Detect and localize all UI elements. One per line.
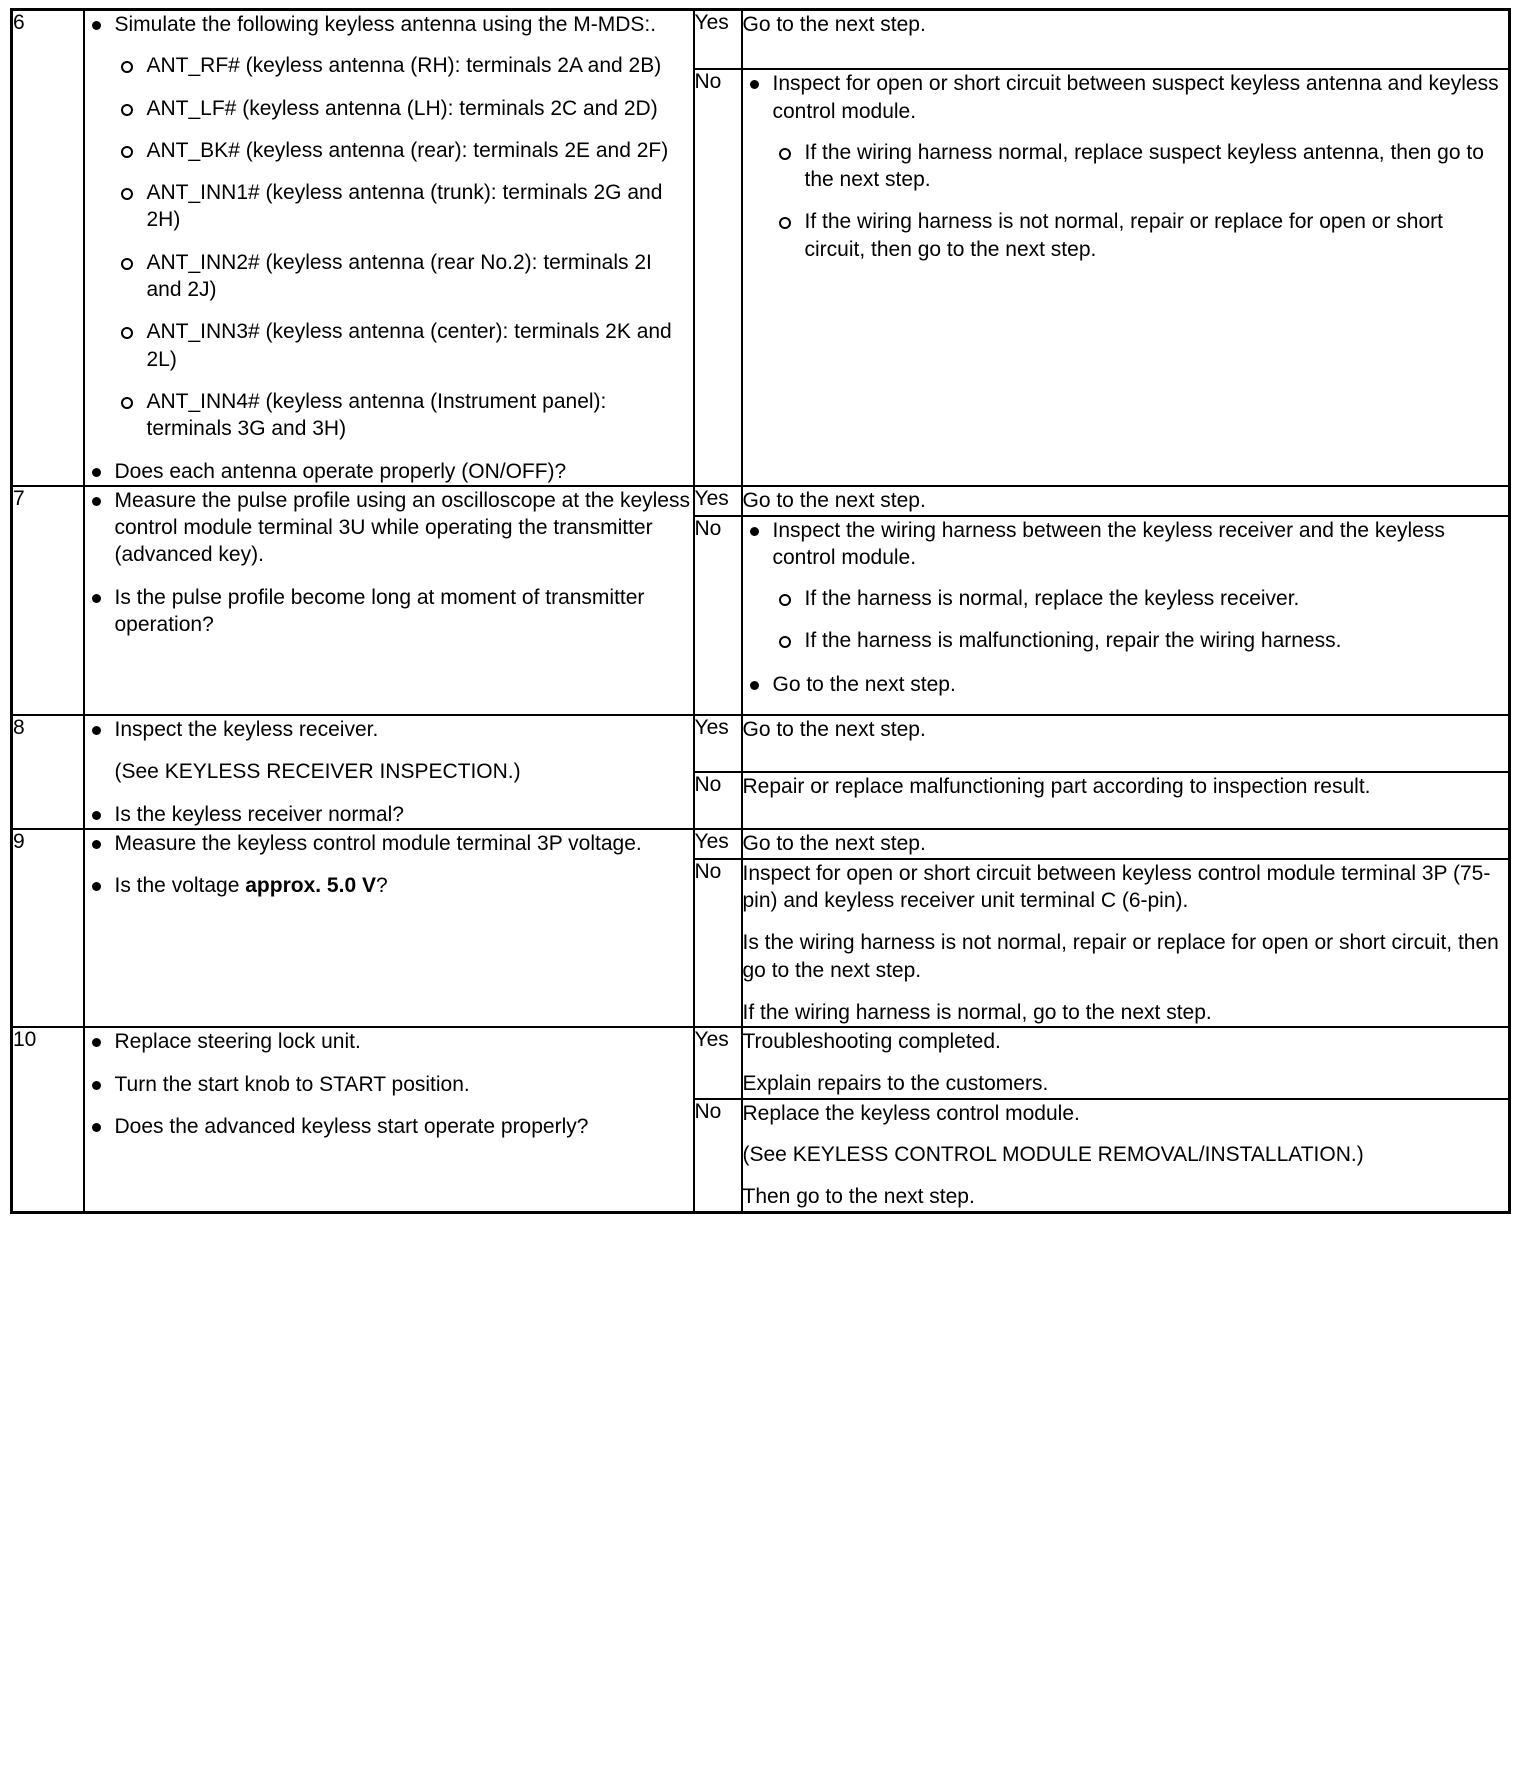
step-number: 10 — [12, 1027, 84, 1212]
result-yes-label: Yes — [694, 829, 742, 859]
result-text: Explain repairs to the customers. — [742, 1071, 1049, 1095]
table-row — [12, 486, 1510, 516]
list-item: Does the advanced keyless start operate properly? — [85, 1113, 693, 1140]
result-no-label: No — [694, 859, 742, 1028]
list-item: Measure the keyless control module terminal 3P voltage. — [85, 830, 693, 857]
list-item: Does each antenna operate properly (ON/OFF)? — [85, 458, 693, 485]
result-text: Inspect for open or short circuit between suspect keyless antenna and keyless control module. — [772, 72, 1499, 123]
step-action-cell — [84, 1027, 694, 1212]
troubleshooting-table — [10, 8, 1511, 1214]
list-item: ANT_INN2# (keyless antenna (rear No.2): terminals 2I and 2J) — [115, 249, 693, 304]
result-yes-label: Yes — [694, 10, 742, 70]
result-text: Go to the next step. — [742, 718, 926, 742]
list-item: Replace steering lock unit. — [85, 1028, 693, 1055]
result-text: Inspect the wiring harness between the keyless receiver and the keyless control module. — [772, 518, 1445, 569]
result-text: If the wiring harness is normal, go to the next step. — [742, 1000, 1212, 1024]
result-yes-action — [742, 715, 1510, 772]
result-yes-label: Yes — [694, 486, 742, 516]
result-yes-action — [742, 1027, 1510, 1098]
result-no-action — [742, 859, 1510, 1028]
action-text: Simulate the following keyless antenna using the M-MDS:. — [114, 13, 657, 36]
result-no-label: No — [694, 69, 742, 486]
list-item: If the wiring harness normal, replace suspect keyless antenna, then go to the next step. — [773, 139, 1509, 194]
result-yes-action — [742, 829, 1510, 859]
list-item: (See KEYLESS RECEIVER INSPECTION.) — [114, 760, 521, 784]
result-no-label: No — [694, 516, 742, 715]
list-item — [743, 517, 1509, 655]
result-text: Go to the next step. — [742, 13, 926, 36]
step-number: 7 — [12, 486, 84, 715]
list-item: ANT_INN1# (keyless antenna (trunk): terminals 2G and 2H) — [115, 179, 693, 234]
table-row — [12, 10, 1510, 70]
step-number: 6 — [12, 10, 84, 486]
list-item: Inspect the keyless receiver. — [85, 716, 693, 743]
result-no-action — [742, 69, 1510, 486]
result-no-label: No — [694, 1099, 742, 1213]
list-item: ANT_LF# (keyless antenna (LH): terminals 2C and 2D) — [115, 95, 693, 122]
result-no-action — [742, 1099, 1510, 1213]
list-item: ANT_BK# (keyless antenna (rear): terminals 2E and 2F) — [115, 137, 693, 164]
result-yes-label: Yes — [694, 715, 742, 772]
result-text: Go to the next step. — [742, 488, 926, 512]
list-item: If the harness is malfunctioning, repair the wiring harness. — [773, 627, 1509, 654]
list-item: If the harness is normal, replace the keyless receiver. — [773, 585, 1509, 612]
list-item — [743, 70, 1509, 263]
list-item — [85, 11, 693, 443]
step-number: 9 — [12, 829, 84, 1027]
result-text: (See KEYLESS CONTROL MODULE REMOVAL/INSTALLATION.) — [742, 1143, 1364, 1167]
result-yes-label: Yes — [694, 1027, 742, 1098]
sub-action-list — [773, 585, 1509, 655]
list-item: Is the keyless receiver normal? — [85, 801, 693, 828]
list-item: ANT_INN3# (keyless antenna (center): terminals 2K and 2L) — [115, 318, 693, 373]
list-item: ANT_RF# (keyless antenna (RH): terminals 2A and 2B) — [115, 52, 693, 79]
result-text: Troubleshooting completed. — [742, 1030, 1001, 1054]
sub-action-list — [773, 139, 1509, 263]
list-item: Turn the start knob to START position. — [85, 1071, 693, 1098]
list-item — [85, 872, 693, 899]
list-item: If the wiring harness is not normal, repair or replace for open or short circuit, then go to the next step. — [773, 208, 1509, 263]
step-action-cell — [84, 829, 694, 1027]
result-yes-action — [742, 486, 1510, 516]
result-text: Is the wiring harness is not normal, repair or replace for open or short circuit, then go to the next step. — [742, 931, 1499, 982]
result-text: Inspect for open or short circuit between keyless control module terminal 3P (75-pin) and keyless receiver unit terminal C (6-pin). — [742, 861, 1491, 913]
result-no-action — [742, 772, 1510, 829]
voltage-question: Is the voltage approx. 5.0 V? — [114, 874, 388, 898]
result-text: Repair or replace malfunctioning part according to inspection result. — [742, 775, 1371, 798]
table-row — [12, 715, 1510, 772]
step-action-cell — [84, 715, 694, 829]
list-item: Measure the pulse profile using an oscilloscope at the keyless control module terminal 3U while operating the transmitter (advanced key). — [85, 487, 693, 569]
list-item: Go to the next step. — [743, 671, 1509, 698]
table-row — [12, 1027, 1510, 1098]
result-no-label: No — [694, 772, 742, 829]
result-text: Go to the next step. — [742, 831, 926, 855]
result-text: Then go to the next step. — [742, 1185, 975, 1209]
table-row — [12, 829, 1510, 859]
step-action-cell — [84, 486, 694, 715]
step-number: 8 — [12, 715, 84, 829]
step-action-cell — [84, 10, 694, 486]
list-item: ANT_INN4# (keyless antenna (Instrument panel): terminals 3G and 3H) — [115, 388, 693, 443]
result-yes-action — [742, 10, 1510, 70]
list-item: Is the pulse profile become long at moment of transmitter operation? — [85, 584, 693, 639]
result-no-action — [742, 516, 1510, 715]
antenna-list — [115, 52, 693, 442]
result-text: Replace the keyless control module. — [742, 1101, 1080, 1125]
